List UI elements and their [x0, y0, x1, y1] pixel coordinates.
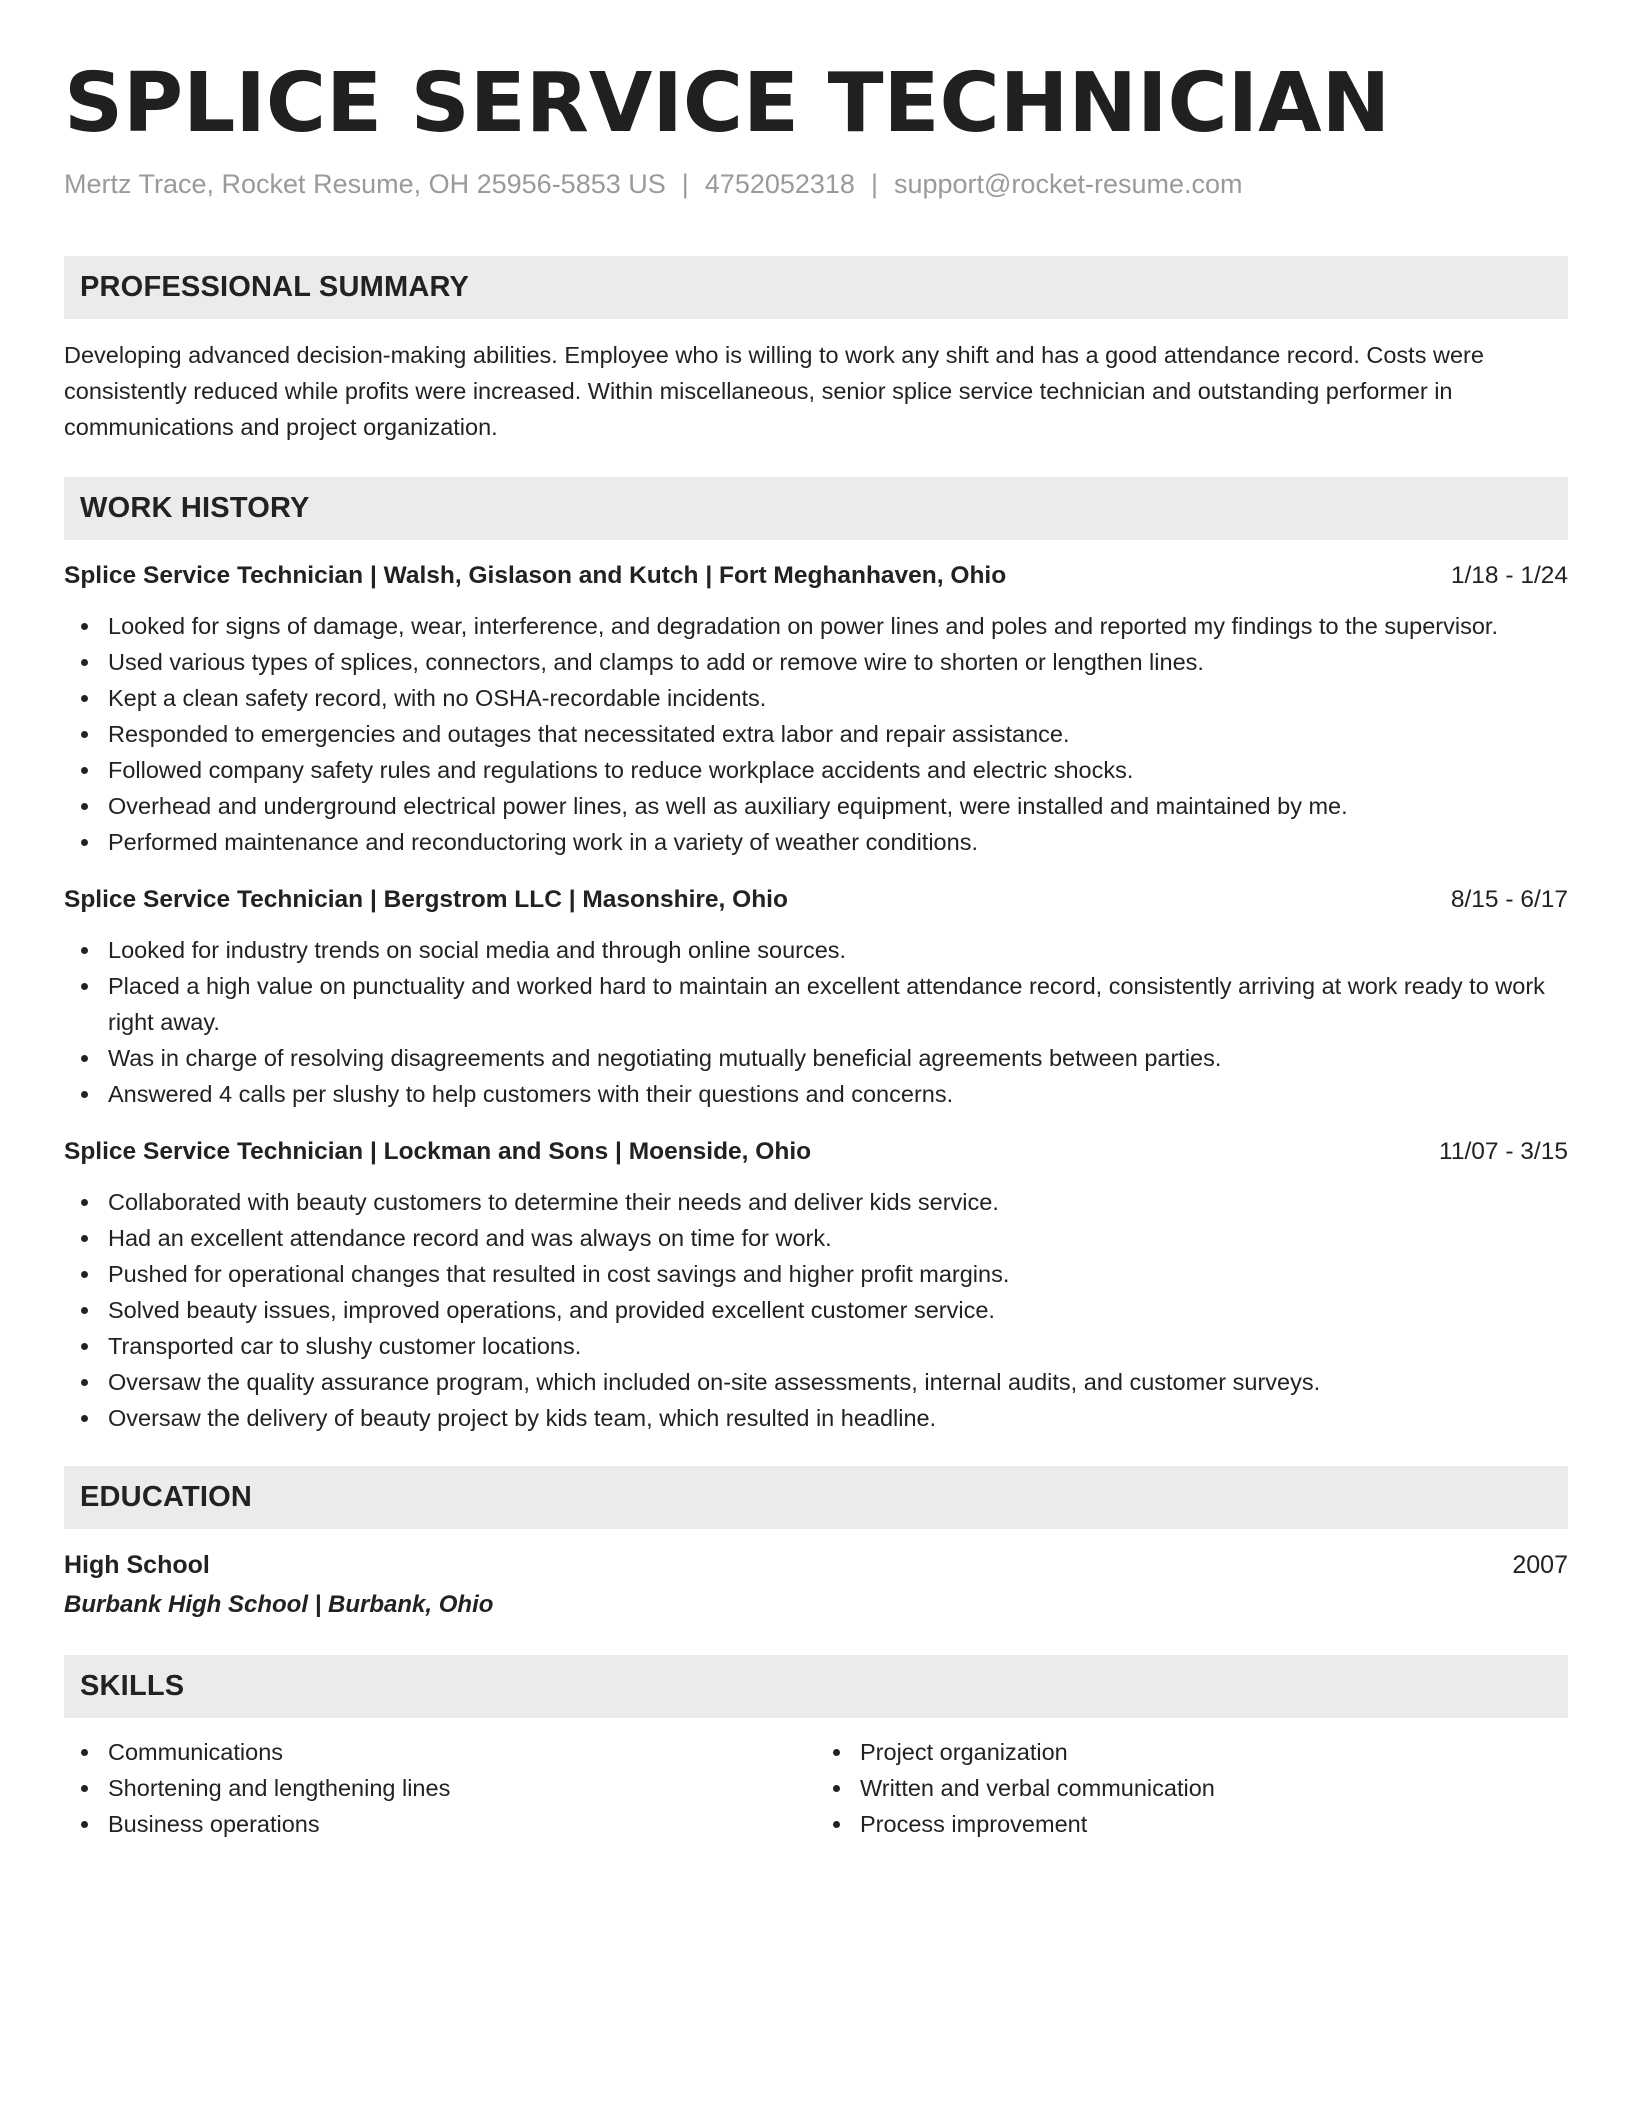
skills-column-right	[816, 1734, 1568, 1842]
job-title: Splice Service Technician | Walsh, Gislason and Kutch | Fort Meghanhaven, Ohio	[64, 562, 1007, 589]
job-bullet: Had an excellent attendance record and was always on time for work.	[108, 1220, 1568, 1256]
education-degree: High School	[64, 1551, 210, 1579]
contact-line	[64, 166, 1568, 202]
job-bullet: Overhead and underground electrical power lines, as well as auxiliary equipment, were installed and maintained by me.	[108, 788, 1568, 824]
contact-address: Mertz Trace, Rocket Resume, OH 25956-5853 US	[64, 169, 666, 199]
job-dates: 1/18 - 1/24	[1450, 562, 1568, 589]
education-year: 2007	[1512, 1551, 1568, 1579]
job-bullet: Followed company safety rules and regulations to reduce workplace accidents and electric shocks.	[108, 752, 1568, 788]
skill-item: Project organization	[860, 1734, 1568, 1770]
job-title: Splice Service Technician | Bergstrom LLC | Masonshire, Ohio	[64, 886, 788, 913]
job-header	[64, 1134, 1568, 1170]
contact-phone: 4752052318	[704, 169, 855, 199]
job-bullet: Used various types of splices, connectors, and clamps to add or remove wire to shorten or lengthen lines.	[108, 644, 1568, 680]
job-dates: 8/15 - 6/17	[1450, 886, 1568, 913]
skill-item: Communications	[108, 1734, 816, 1770]
job-bullet: Looked for industry trends on social media and through online sources.	[108, 932, 1568, 968]
job-bullet: Oversaw the quality assurance program, which included on-site assessments, internal audits, and customer surveys.	[108, 1364, 1568, 1400]
job-bullets	[64, 608, 1568, 860]
job-bullet: Answered 4 calls per slushy to help customers with their questions and concerns.	[108, 1076, 1568, 1112]
contact-email: support@rocket-resume.com	[893, 169, 1243, 199]
job-bullet: Oversaw the delivery of beauty project by kids team, which resulted in headline.	[108, 1400, 1568, 1436]
section-heading-education: EDUCATION	[64, 1466, 1568, 1529]
job-bullet: Kept a clean safety record, with no OSHA-recordable incidents.	[108, 680, 1568, 716]
job-dates: 11/07 - 3/15	[1439, 1138, 1568, 1165]
job-bullet: Looked for signs of damage, wear, interference, and degradation on power lines and poles and reported my findings to the supervisor.	[108, 608, 1568, 644]
skills-list	[64, 1734, 1568, 1842]
job-bullet: Performed maintenance and reconductoring work in a variety of weather conditions.	[108, 824, 1568, 860]
education-header	[64, 1547, 1568, 1583]
skill-item: Written and verbal communication	[860, 1770, 1568, 1806]
job-bullet: Placed a high value on punctuality and worked hard to maintain an excellent attendance record, consistently arriving at work ready to work right away.	[108, 968, 1568, 1040]
section-heading-skills: SKILLS	[64, 1655, 1568, 1718]
job-entry	[64, 882, 1568, 1112]
skill-item: Shortening and lengthening lines	[108, 1770, 816, 1806]
skill-item: Business operations	[108, 1806, 816, 1842]
section-heading-work-history: WORK HISTORY	[64, 477, 1568, 540]
skills-column-left	[64, 1734, 816, 1842]
section-heading-summary: PROFESSIONAL SUMMARY	[64, 256, 1568, 319]
contact-separator: |	[681, 169, 689, 199]
job-bullets	[64, 1184, 1568, 1436]
summary-text: Developing advanced decision-making abilities. Employee who is willing to work any shift and has a good attendance record. Costs were consistently reduced while profits were increased. Within miscellaneous, senior splice service technician and outstanding performer in communications and project organization.	[64, 342, 1484, 440]
job-entry	[64, 1134, 1568, 1436]
education-entry	[64, 1547, 1568, 1623]
job-bullet: Solved beauty issues, improved operations, and provided excellent customer service.	[108, 1292, 1568, 1328]
skill-item: Process improvement	[860, 1806, 1568, 1842]
job-bullet: Transported car to slushy customer locations.	[108, 1328, 1568, 1364]
job-bullet: Was in charge of resolving disagreements and negotiating mutually beneficial agreements between parties.	[108, 1040, 1568, 1076]
job-title: Splice Service Technician | Lockman and Sons | Moenside, Ohio	[64, 1138, 812, 1165]
contact-separator: |	[870, 169, 878, 199]
education-school: Burbank High School | Burbank, Ohio	[64, 1591, 494, 1618]
job-header	[64, 558, 1568, 594]
job-header	[64, 882, 1568, 918]
job-entry	[64, 558, 1568, 860]
job-bullet: Pushed for operational changes that resulted in cost savings and higher profit margins.	[108, 1256, 1568, 1292]
resume-title: SPLICE SERVICE TECHNICIAN	[64, 56, 1391, 151]
job-bullet: Responded to emergencies and outages that necessitated extra labor and repair assistance.	[108, 716, 1568, 752]
job-bullet: Collaborated with beauty customers to determine their needs and deliver kids service.	[108, 1184, 1568, 1220]
job-bullets	[64, 932, 1568, 1112]
